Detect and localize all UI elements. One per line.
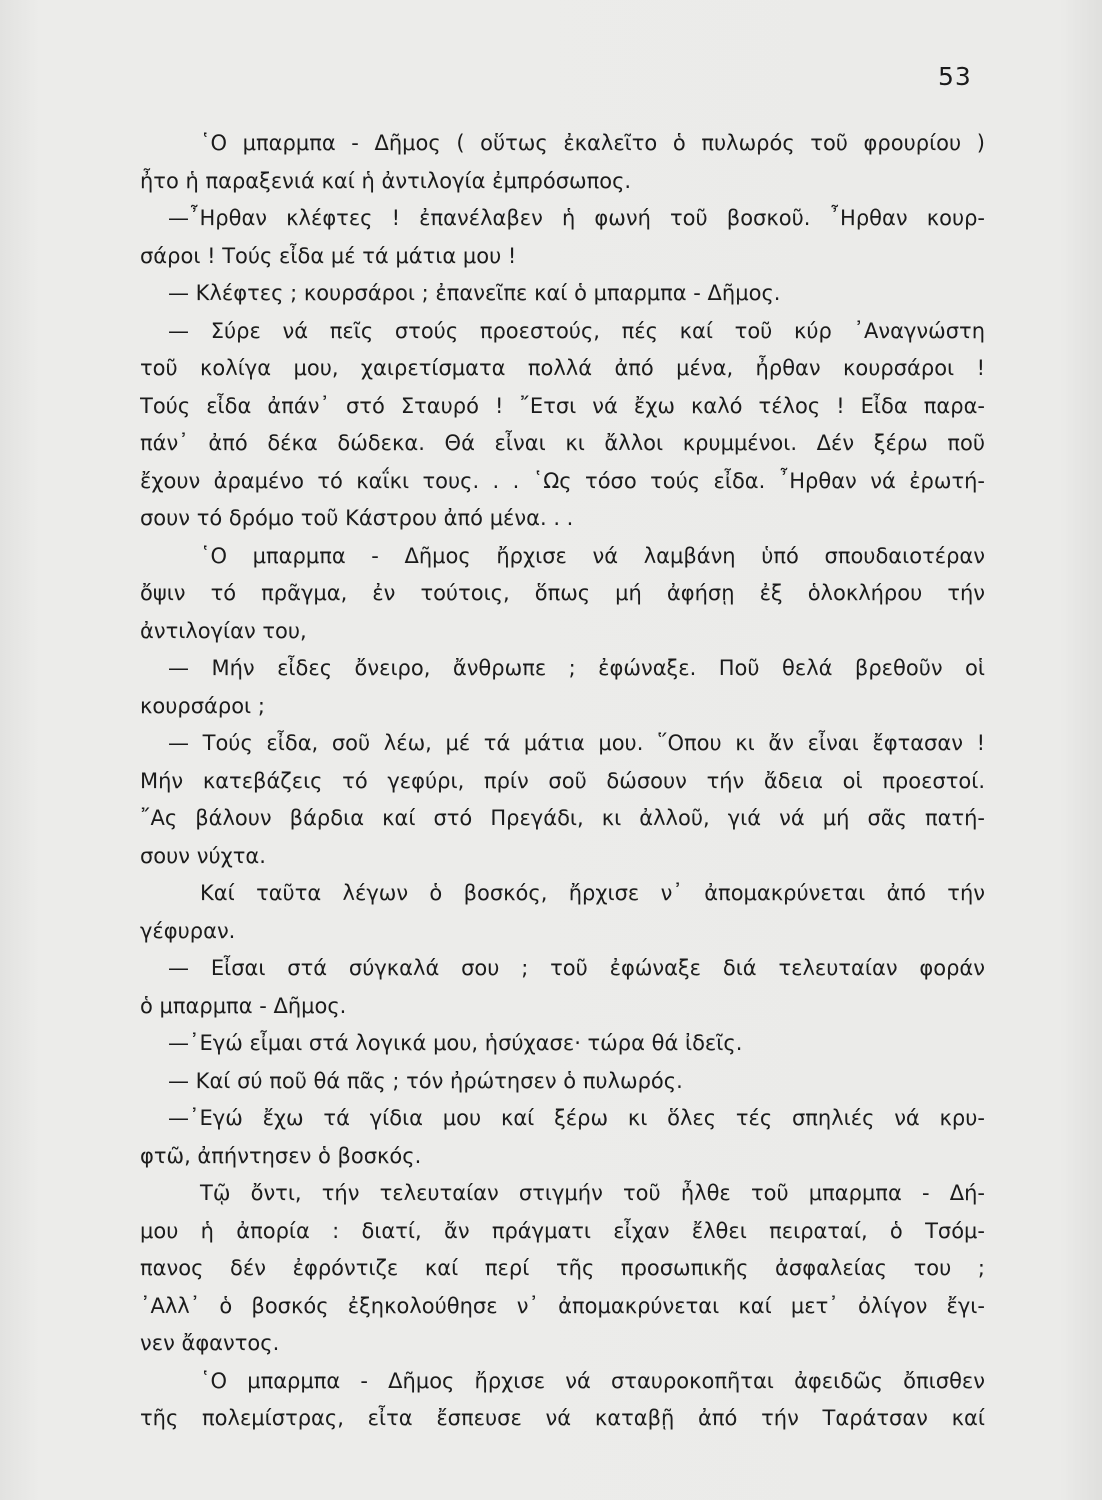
text-line: ὄψιν τό πρᾶγμα, ἐν τούτοις, ὅπως μή ἀφήσῃ ἐξ ὁλοκλήρου τήν <box>140 581 985 605</box>
text-line: σάροι ! Τούς εἶδα μέ τά μάτια μου ! <box>140 243 517 268</box>
text-line: — Μήν εἶδες ὄνειρο, ἄνθρωπε ; ἐφώναξε. Ποῦ θελά βρεθοῦν οἱ <box>168 656 985 680</box>
text-line: ἦτο ἡ παραξενιά καί ἡ ἀντιλογία ἐμπρόσωπος. <box>140 168 632 193</box>
text-line: γέφυραν. <box>140 918 236 943</box>
text-line: τῆς πολεμίστρας, εἶτα ἔσπευσε νά καταβῇ ἀπό τήν Ταράτσαν καί <box>140 1406 985 1430</box>
text-line: — Σύρε νά πεῖς στούς προεστούς, πές καί τοῦ κύρ ᾿Αναγνώστη <box>168 318 985 343</box>
text-line: νεν ἄφαντος. <box>140 1331 280 1355</box>
text-line: —᾿Εγώ εἶμαι στά λογικά μου, ἡσύχασε· τώρα θά ἰδεῖς. <box>168 1031 743 1055</box>
text-line: σουν τό δρόμο τοῦ Κάστρου ἀπό μένα. . . <box>140 506 574 530</box>
text-line: σουν νύχτα. <box>140 843 266 868</box>
text-line: —᾿Εγώ ἔχω τά γίδια μου καί ξέρω κι ὅλες τές σπηλιές νά κρυ- <box>168 1106 985 1130</box>
text-line: φτῶ, ἀπήντησεν ὁ βοσκός. <box>140 1143 422 1168</box>
text-line: — Καί σύ ποῦ θά πᾶς ; τόν ἠρώτησεν ὁ πυλωρός. <box>168 1068 683 1093</box>
text-line: ἔχουν ἀραμένο τό καΐκι τους. . . ῾Ως τόσο τούς εἶδα. ῏Ηρθαν νά ἐρωτή- <box>140 468 985 493</box>
text-line: — Εἶσαι στά σύγκαλά σου ; τοῦ ἐφώναξε διά τελευταίαν φοράν <box>168 956 985 980</box>
text-line: μου ἡ ἀπορία : διατί, ἄν πράγματι εἶχαν ἔλθει πειραταί, ὁ Τσόμ- <box>140 1218 985 1243</box>
text-line: ῾Ο μπαρμπα - Δῆμος ( οὕτως ἐκαλεῖτο ὁ πυλωρός τοῦ φρουρίου ) <box>200 131 985 155</box>
text-line: πάν᾿ ἀπό δέκα δώδεκα. Θά εἶναι κι ἄλλοι κρυμμένοι. Δέν ξέρω ποῦ <box>140 431 985 455</box>
text-line: ῾Ο μπαρμπα - Δῆμος ἤρχισε νά σταυροκοπῆται ἀφειδῶς ὄπισθεν <box>200 1368 985 1393</box>
text-line: ῎Ας βάλουν βάρδια καί στό Πρεγάδι, κι ἀλλοῦ, γιά νά μή σᾶς πατή- <box>140 806 985 830</box>
text-line: Τῷ ὄντι, τήν τελευταίαν στιγμήν τοῦ ἦλθε τοῦ μπαρμπα - Δή- <box>200 1181 985 1205</box>
text-line: τοῦ κολίγα μου, χαιρετίσματα πολλά ἀπό μένα, ἦρθαν κουρσάροι ! <box>140 356 985 380</box>
page-number: 53 <box>938 62 972 91</box>
text-line: — Τούς εἶδα, σοῦ λέω, μέ τά μάτια μου. ῞Οπου κι ἄν εἶναι ἔφτασαν ! <box>168 731 985 755</box>
text-line: ῾Ο μπαρμπα - Δῆμος ἤρχισε νά λαμβάνη ὑπό σπουδαιοτέραν <box>200 543 985 568</box>
text-line: ὁ μπαρμπα - Δῆμος. <box>140 993 347 1018</box>
text-line: Καί ταῦτα λέγων ὁ βοσκός, ἤρχισε ν᾿ ἀπομακρύνεται ἀπό τήν <box>200 881 985 905</box>
body-text <box>140 125 985 1438</box>
text-line: Μήν κατεβάζεις τό γεφύρι, πρίν σοῦ δώσουν τήν ἄδεια οἱ προεστοί. <box>140 768 985 793</box>
text-line: πανος δέν ἐφρόντιζε καί περί τῆς προσωπικῆς ἀσφαλείας του ; <box>140 1256 985 1280</box>
text-line: — Κλέφτες ; κουρσάροι ; ἐπανεῖπε καί ὁ μπαρμπα - Δῆμος. <box>168 281 781 305</box>
text-line: ᾿Αλλ᾿ ὁ βοσκός ἐξηκολούθησε ν᾿ ἀπομακρύνεται καί μετ᾿ ὀλίγον ἔγι- <box>140 1293 985 1318</box>
text-line: Τούς εἶδα ἀπάν᾿ στό Σταυρό ! ῎Ετσι νά ἔχω καλό τέλος ! Εἶδα παρα- <box>140 393 985 418</box>
text-line: —῏Ηρθαν κλέφτες ! ἐπανέλαβεν ἡ φωνή τοῦ βοσκοῦ. ῏Ηρθαν κουρ- <box>168 206 985 230</box>
text-line: κουρσάροι ; <box>140 693 265 718</box>
text-line: ἀντιλογίαν του, <box>140 618 307 643</box>
